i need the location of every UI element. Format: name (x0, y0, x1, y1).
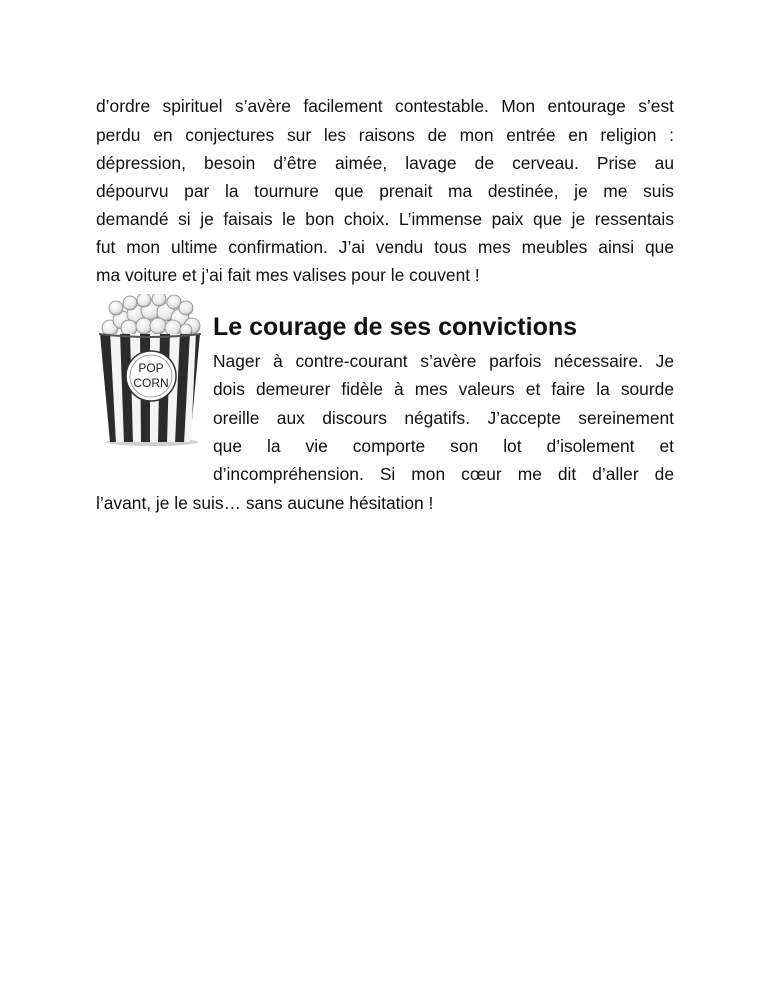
intro-line: demandé si je faisais le bon choix. L’immense paix que je ressentais (96, 209, 674, 229)
intro-line-last: ma voiture et j’ai fait mes valises pour le couvent ! (96, 265, 480, 285)
popcorn-label-pop: POP (138, 361, 164, 375)
intro-line: dépourvu par la tournure que prenait ma destinée, je me suis (96, 181, 674, 201)
section-line: Nager à contre-courant s’avère parfois nécessaire. Je (213, 351, 674, 371)
section-line: dois demeurer fidèle à mes valeurs et faire la sourde (213, 379, 674, 399)
popcorn-label-corn: CORN (133, 376, 169, 390)
section-line: oreille aux discours négatifs. J’accepte sereinement (213, 408, 674, 428)
section-heading: Le courage de ses convictions (213, 313, 578, 341)
section-line-last: l’avant, je le suis… sans aucune hésitation ! (96, 493, 434, 513)
intro-line: fut mon ultime confirmation. J’ai vendu tous mes meubles ainsi que (96, 237, 674, 257)
intro-line: d’ordre spirituel s’avère facilement contestable. Mon entourage s’est (96, 96, 674, 116)
section-line: d’incompréhension. Si mon cœur me dit d’aller de (213, 464, 674, 484)
intro-line: perdu en conjectures sur les raisons de mon entrée en religion : (96, 125, 674, 145)
intro-line: dépression, besoin d’être aimée, lavage de cerveau. Prise au (96, 153, 674, 173)
popcorn-bucket-icon (96, 294, 204, 446)
section-line: que la vie comporte son lot d’isolement et (213, 436, 674, 456)
